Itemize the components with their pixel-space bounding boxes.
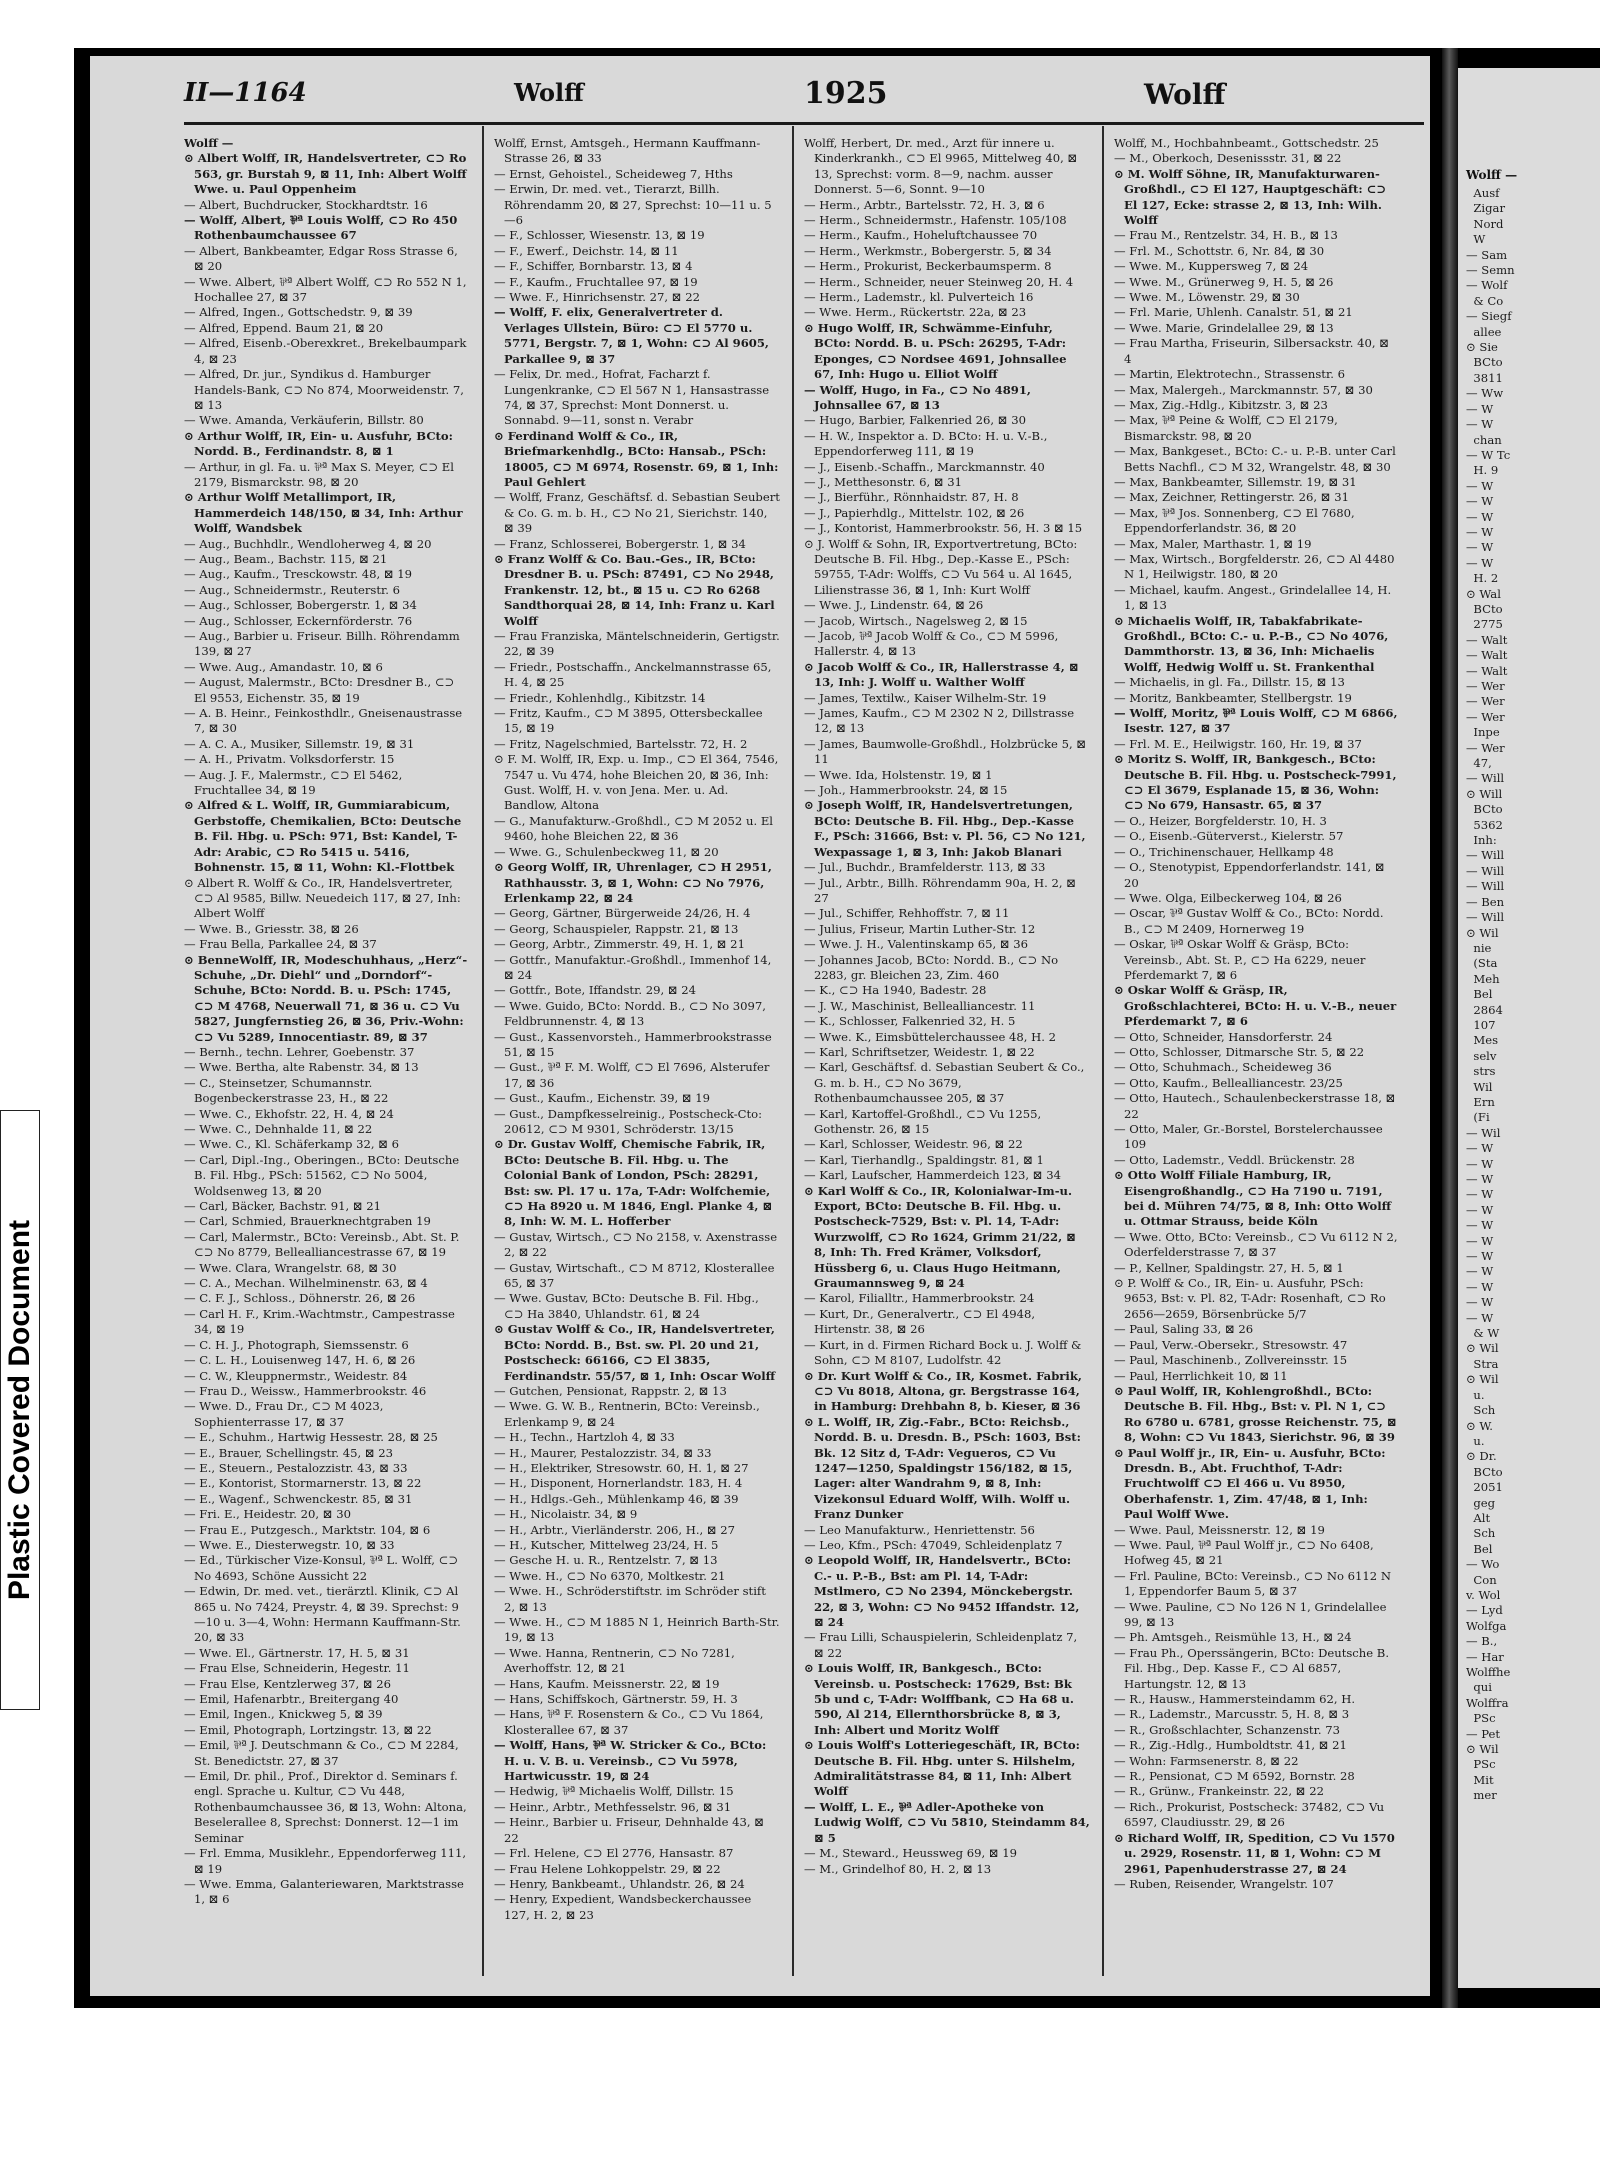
directory-entry: — Frau Lilli, Schauspielerin, Schleidenplatz 7, ⊠ 22 (804, 1630, 1078, 1660)
directory-entry: — Alfred, Ingen., Gottschedstr. 9, ⊠ 39 (184, 305, 413, 320)
directory-entry: ⊙ Dr. Gustav Wolff, Chemische Fabrik, IR, BCto: Deutsche B. Fil. Hbg. u. The Colonial Bank of London, PSch: 28291, Bst: sw. Pl. 17 u. 17a, T-Adr: Wolfchemie, ⊂⊃ Ha 8920 u. M 1846, Engl. Planke 4, ⊠ 8, Inh: W. M. L. Hofferber (494, 1137, 773, 1229)
directory-entry: — O., Stenotypist, Eppendorferlandstr. 141, ⊠ 20 (1114, 860, 1385, 890)
directory-entry: ⊙ Karl Wolff & Co., IR, Kolonialwar-Im-u. Export, BCto: Deutsche B. Fil. Hbg. u. Postscheck-7529, Bst: v. Pl. 14, T-Adr: Wurzwolff, ⊂⊃ Ro 1624, Grimm 21/22, ⊠ 8, Inh: Th. Fred Krämer, Volksdorf, Hüssberg 6, u. Claus Hugo Heitmann, Graumannsweg 9, ⊠ 24 (804, 1183, 1076, 1291)
directory-entry: — Carl, Malermstr., BCto: Vereinsb., Abt. St. P. ⊂⊃ No 8779, Bellealliancestrasse 67, ⊠ 19 (184, 1229, 460, 1260)
directory-entry: — R., Großschlachter, Schanzenstr. 73 (1114, 1722, 1340, 1737)
directory-entry: — Alfred, Dr. jur., Syndikus d. Hamburger Handels-Bank, ⊂⊃ No 874, Moorweidenstr. 7, ⊠ 13 (184, 367, 464, 412)
directory-entry: — Wwe. M., Löwenstr. 29, ⊠ 30 (1114, 290, 1300, 305)
directory-entry: — Wwe. Aug., Amandastr. 10, ⊠ 6 (184, 659, 383, 674)
directory-entry: — M., Steward., Heussweg 69, ⊠ 19 (804, 1846, 1018, 1861)
directory-entry: — E., Schuhm., Hartwig Hessestr. 28, ⊠ 25 (184, 1430, 438, 1445)
adjacent-page-heading: Wolff — (1466, 168, 1518, 182)
directory-entry: — Paul, Verw.-Obersekr., Stresowstr. 47 (1114, 1337, 1348, 1352)
plastic-covered-label (0, 1110, 40, 1710)
directory-entry: — C. L. H., Louisenweg 147, H. 6, ⊠ 26 (184, 1353, 416, 1368)
directory-entry: ⊙ Moritz S. Wolff, IR, Bankgesch., BCto: Deutsche B. Fil. Hbg. u. Postscheck-7991, ⊂⊃ El 3679, Esplanade 15, ⊠ 36, Wohn: ⊂⊃ No 679, Hansastr. 65, ⊠ 37 (1114, 752, 1397, 813)
directory-entry: — Wwe. C., Ekhofstr. 22, H. 4, ⊠ 24 (184, 1106, 394, 1121)
directory-entry: — Kurt, Dr., Generalvertr., ⊂⊃ El 4948, Hirtenstr. 38, ⊠ 26 (804, 1306, 1036, 1337)
directory-entry: — Leo, Kfm., PSch: 47049, Schleidenplatz 7 (804, 1537, 1063, 1552)
directory-entry: — O., Eisenb.-Güterverst., Kielerstr. 57 (1114, 829, 1344, 844)
directory-entry: — Herm., Arbtr., Bartelsstr. 72, H. 3, ⊠ 6 (804, 197, 1045, 212)
directory-entry: ⊙ Louis Wolff's Lotteriegeschäft, IR, BCto: Deutsche B. Fil. Hbg. unter S. Hilshelm, Admiralitätstrasse 84, ⊠ 11, Inh: Albert Wolff (804, 1738, 1080, 1799)
directory-entry: — Max, Zig.-Hdlg., Kibitzstr. 3, ⊠ 23 (1114, 397, 1328, 412)
directory-entry: — Albert, Buchdrucker, Stockhardtstr. 16 (184, 197, 428, 212)
directory-entry: — Max, Zeichner, Rettingerstr. 26, ⊠ 31 (1114, 490, 1349, 505)
directory-entry: — R., Grünw., Frankeinstr. 22, ⊠ 22 (1114, 1784, 1324, 1799)
directory-entry: — Karl, Laufscher, Hammerdeich 123, ⊠ 34 (804, 1168, 1061, 1183)
directory-entry: ⊙ BenneWolff, IR, Modeschuhhaus, „Herz“-Schuhe, „Dr. Diehl“ und „Dorndorf“-Schuhe, BCto: Nordd. B. u. PSch: 1745, ⊂⊃ M 4768, Neuerwall 71, ⊠ 36 u. ⊂⊃ Vu 5827, Jungfernstieg 26, ⊠ 36, Priv.-Wohn: ⊂⊃ Vu 5289, Innocentiastr. 89, ⊠ 37 (184, 952, 468, 1044)
directory-entry: — Ruben, Reisender, Wrangelstr. 107 (1114, 1876, 1334, 1891)
directory-entry: — H., Arbtr., Vierländerstr. 206, H., ⊠ 27 (494, 1522, 736, 1537)
directory-entry: — Wwe. Paul, ⅌ª Paul Wolff jr., ⊂⊃ No 6408, Hofweg 45, ⊠ 21 (1114, 1537, 1374, 1568)
directory-entry: — R., Zig.-Hdlg., Humboldtstr. 41, ⊠ 21 (1114, 1738, 1347, 1753)
directory-entry: — Hans, Kaufm. Meissnerstr. 22, ⊠ 19 (494, 1676, 720, 1691)
directory-entry: Wolff, M., Hochbahnbeamt., Gottschedstr. 25 (1114, 136, 1379, 150)
directory-entry: ⊙ P. Wolff & Co., IR, Ein- u. Ausfuhr, PSch: 9653, Bst: v. Pl. 82, T-Adr: Rosenhaft, ⊂⊃ Ro 2656—2659, Börsenbrücke 5/7 (1114, 1276, 1386, 1321)
adjacent-page-fragment (1458, 68, 1600, 1988)
directory-entry: — Joh., Hammerbrookstr. 24, ⊠ 15 (804, 783, 1008, 798)
directory-entry: — Wolff, Hugo, in Fa., ⊂⊃ No 4891, Johnsallee 67, ⊠ 13 (804, 382, 1031, 412)
column-divider (792, 126, 794, 1976)
directory-entry: — Felix, Dr. med., Hofrat, Facharzt f. Lungenkranke, ⊂⊃ El 567 N 1, Hansastrasse 74, ⊠ 37, Sprechst: Mont Donnerst. u. Sonnabd. 9—11, sonst n. Verabr (494, 367, 770, 428)
directory-entry: — Georg, Gärtner, Bürgerweide 24/26, H. 4 (494, 906, 751, 921)
directory-entry: — Wwe. Emma, Galanteriewaren, Marktstrasse 1, ⊠ 6 (184, 1876, 464, 1907)
directory-entry: — Michael, kaufm. Angest., Grindelallee 14, H. 1, ⊠ 13 (1114, 582, 1392, 613)
directory-entry: — H., Kutscher, Mittelweg 23/24, H. 5 (494, 1537, 719, 1552)
directory-entry: — Friedr., Postschaffn., Anckelmannstrasse 65, H. 4, ⊠ 25 (494, 659, 772, 690)
directory-entry: — Frau Martha, Friseurin, Silbersackstr. 40, ⊠ 4 (1114, 336, 1389, 366)
directory-entry: — Frau Helene Lohkoppelstr. 29, ⊠ 22 (494, 1861, 721, 1876)
directory-column-2 (494, 136, 780, 1976)
directory-entry: — Frau E., Putzgesch., Marktstr. 104, ⊠ 6 (184, 1522, 431, 1537)
directory-entry: — J., Metthesonstr. 6, ⊠ 31 (804, 474, 963, 489)
directory-entry: — Bernh., techn. Lehrer, Goebenstr. 37 (184, 1044, 415, 1059)
scanned-page-spread (74, 48, 1600, 2008)
directory-entry: — Wolff, Franz, Geschäftsf. d. Sebastian Seubert & Co. G. m. b. H., ⊂⊃ No 21, Sierichstr. 140, ⊠ 39 (494, 490, 780, 536)
directory-entry: Wolff — (184, 136, 234, 150)
directory-entry: — Karl, Schlosser, Weidestr. 96, ⊠ 22 (804, 1137, 1023, 1152)
directory-entry: — Aug., Schlosser, Eckernförderstr. 76 (184, 613, 413, 628)
directory-entry: — Wwe. H., ⊂⊃ No 6370, Moltkestr. 21 (494, 1568, 726, 1583)
directory-entry: — Paul, Saling 33, ⊠ 26 (1114, 1322, 1254, 1337)
directory-entry: ⊙ Jacob Wolff & Co., IR, Hallerstrasse 4, ⊠ 13, Inh: J. Wolff u. Walther Wolff (804, 659, 1079, 690)
directory-entry: — Wwe. M., Kuppersweg 7, ⊠ 24 (1114, 259, 1309, 274)
directory-entry: — Herm., Werkmstr., Bobergerstr. 5, ⊠ 34 (804, 243, 1052, 258)
directory-entry: — Frau Else, Kentzlerweg 37, ⊠ 26 (184, 1676, 392, 1691)
directory-entry: — Max, Wirtsch., Borgfelderstr. 26, ⊂⊃ Al 4480 N 1, Heilwigstr. 180, ⊠ 20 (1114, 551, 1395, 582)
directory-entry: — Max, Maler, Marthastr. 1, ⊠ 19 (1114, 536, 1312, 551)
directory-entry: ⊙ Franz Wolff & Co. Bau.-Ges., IR, BCto: Dresdner B. u. PSch: 87491, ⊂⊃ No 2948, Frankenstr. 12, bt., ⊠ 15 u. ⊂⊃ Ro 6268 Sandthorquai 28, ⊠ 14, Inh: Franz u. Karl Wolff (494, 551, 775, 628)
directory-entry: — H., Elektriker, Stresowstr. 60, H. 1, ⊠ 27 (494, 1460, 749, 1475)
directory-entry: Wolff, Ernst, Amtsgeh., Hermann Kauffmann-Strasse 26, ⊠ 33 (494, 136, 761, 166)
directory-entry: — Wwe. J., Lindenstr. 64, ⊠ 26 (804, 598, 984, 613)
directory-entry: — H. W., Inspektor a. D. BCto: H. u. V.-B., Eppendorferweg 111, ⊠ 19 (804, 428, 1048, 459)
directory-entry: ⊙ J. Wolff & Sohn, IR, Exportvertretung, BCto: Deutsche B. Fil. Hbg., Dep.-Kasse E., PSch: 59755, T-Adr: Wolffs, ⊂⊃ Vu 564 u. Al 1645, Lilienstrasse 36, ⊠ 1, Inh: Kurt Wolff (804, 536, 1078, 597)
directory-entry: — Wwe. Hanna, Rentnerin, ⊂⊃ No 7281, Averhoffstr. 12, ⊠ 21 (494, 1645, 735, 1676)
directory-entry: — F., Kaufm., Fruchtallee 97, ⊠ 19 (494, 274, 698, 289)
book-binding (1442, 48, 1458, 2008)
directory-entry: — Jul., Buchdr., Bramfelderstr. 113, ⊠ 33 (804, 860, 1046, 875)
directory-entry: ⊙ Oskar Wolff & Gräsp, IR, Großschlachterei, BCto: H. u. V.-B., neuer Pferdemarkt 7, ⊠ 6 (1114, 983, 1397, 1029)
directory-entry: — Otto, Schlosser, Ditmarsche Str. 5, ⊠ 22 (1114, 1044, 1365, 1059)
directory-entry: — Jul., Arbtr., Billh. Röhrendamm 90a, H. 2, ⊠ 27 (804, 875, 1076, 905)
directory-entry: — Alfred, Eppend. Baum 21, ⊠ 20 (184, 320, 384, 335)
directory-entry: — Otto, Kaufm., Bellealliancestr. 23/25 (1114, 1075, 1343, 1090)
column-divider (482, 126, 484, 1976)
directory-entry: — Oscar, ⅌ª Gustav Wolff & Co., BCto: Nordd. B., ⊂⊃ M 2409, Hornerweg 19 (1114, 906, 1384, 936)
directory-entry: — Wwe. M., Grünerweg 9, H. 5, ⊠ 26 (1114, 274, 1334, 289)
directory-entry: — A. H., Privatm. Volksdorferstr. 15 (184, 752, 395, 767)
directory-entry: — Frl. Marie, Uhlenh. Canalstr. 51, ⊠ 21 (1114, 305, 1353, 320)
directory-entry: — Max, Bankgeset., BCto: C.- u. P.-B. unter Carl Betts Nachfl., ⊂⊃ M 32, Wrangelstr. 48, ⊠ 30 (1114, 444, 1396, 474)
directory-entry: — A. B. Heinr., Feinkosthdlr., Gneisenaustrasse 7, ⊠ 30 (184, 706, 463, 736)
directory-entry: ⊙ Ferdinand Wolff & Co., IR, Briefmarkenhdlg., BCto: Hansab., PSch: 18005, ⊂⊃ M 6974, Rosenstr. 69, ⊠ 1, Inh: Paul Gehlert (494, 428, 779, 489)
directory-entry: — O., Trichinenschauer, Hellkamp 48 (1114, 844, 1334, 859)
directory-entry: — Frl. Pauline, BCto: Vereinsb., ⊂⊃ No 6112 N 1, Eppendorfer Baum 5, ⊠ 37 (1114, 1568, 1391, 1599)
directory-entry: — H., Hdlgs.-Geh., Mühlenkamp 46, ⊠ 39 (494, 1491, 739, 1506)
directory-entry: — Karl, Tierhandlg., Spaldingstr. 81, ⊠ 1 (804, 1152, 1044, 1167)
directory-entry: — Wohn: Farmsenerstr. 8, ⊠ 22 (1114, 1753, 1299, 1768)
directory-entry: — Paul, Maschinenb., Zollvereinsstr. 15 (1114, 1353, 1348, 1368)
directory-entry: — Otto, Hautech., Schaulenbeckerstrasse 18, ⊠ 22 (1114, 1091, 1396, 1121)
header-year: 1925 (804, 76, 888, 111)
directory-entry: — J. W., Maschinist, Bellealliancestr. 11 (804, 998, 1036, 1013)
directory-entry: — E., Steuern., Pestalozzistr. 43, ⊠ 33 (184, 1460, 408, 1475)
directory-entry: — E., Kontorist, Stormarnerstr. 13, ⊠ 22 (184, 1476, 422, 1491)
directory-entry: — C. A., Mechan. Wilhelminenstr. 63, ⊠ 4 (184, 1276, 428, 1291)
directory-entry: — C. H. J., Photograph, Siemssenstr. 6 (184, 1337, 409, 1352)
directory-entry: — James, Baumwolle-Großhdl., Holzbrücke 5, ⊠ 11 (804, 736, 1087, 767)
directory-entry: — Karl, Schriftsetzer, Weidestr. 1, ⊠ 22 (804, 1044, 1035, 1059)
directory-entry: — Julius, Friseur, Martin Luther-Str. 12 (804, 921, 1036, 936)
directory-entry: — Albert, Bankbeamter, Edgar Ross Strasse 6, ⊠ 20 (184, 243, 458, 274)
directory-entry: — J., Papierhdlg., Mittelstr. 102, ⊠ 26 (804, 505, 1025, 520)
directory-entry: — J., Kontorist, Hammerbrookstr. 56, H. 3 ⊠ 15 (804, 521, 1083, 536)
directory-entry: — Wwe. Amanda, Verkäuferin, Billstr. 80 (184, 413, 424, 428)
directory-entry: — Otto, Lademstr., Veddl. Brückenstr. 28 (1114, 1152, 1355, 1167)
header-left-word: Wolff (514, 78, 584, 107)
directory-entry: — Herm., Schneider, neuer Steinweg 20, H. 4 (804, 274, 1074, 289)
directory-entry: — Frau Franziska, Mäntelschneiderin, Gertigstr. 22, ⊠ 39 (494, 629, 780, 659)
directory-entry: — Edwin, Dr. med. vet., tierärztl. Klinik, ⊂⊃ Al 865 u. No 7424, Preystr. 4, ⊠ 39. Sprechst: 9—10 u. 3—4, Wohn: Hermann Kauffmann-Str. 20, ⊠ 33 (184, 1584, 461, 1645)
directory-entry: — James, Textilw., Kaiser Wilhelm-Str. 19 (804, 690, 1047, 705)
directory-entry: — Wwe. El., Gärtnerstr. 17, H. 5, ⊠ 31 (184, 1645, 410, 1660)
column-divider (1102, 126, 1104, 1976)
directory-entry: ⊙ Hugo Wolff, IR, Schwämme-Einfuhr, BCto: Nordd. B. u. PSch: 26295, T-Adr: Eponges, ⊂⊃ Nordsee 4691, Johnsallee 67, Inh: Hugo u. Elliot Wolff (804, 320, 1067, 382)
directory-entry: — Gottfr., Manufaktur.-Großhdl., Immenhof 14, ⊠ 24 (494, 952, 772, 982)
directory-entry: — Carl, Bäcker, Bachstr. 91, ⊠ 21 (184, 1199, 382, 1214)
directory-entry: — Wwe. Otto, BCto: Vereinsb., ⊂⊃ Vu 6112 N 2, Oderfelderstrasse 7, ⊠ 37 (1114, 1229, 1398, 1260)
directory-entry: — Wwe. Bertha, alte Rabenstr. 34, ⊠ 13 (184, 1060, 419, 1075)
directory-entry: ⊙ Albert Wolff, IR, Handelsvertreter, ⊂⊃ Ro 563, gr. Burstah 9, ⊠ 11, Inh: Albert Wolff Wwe. u. Paul Oppenheim (184, 151, 467, 197)
directory-entry: — Wwe. Gustav, BCto: Deutsche B. Fil. Hbg., ⊂⊃ Ha 3840, Uhlandstr. 61, ⊠ 24 (494, 1291, 759, 1321)
directory-entry: — C. W., Kleuppnermstr., Weidestr. 84 (184, 1368, 408, 1383)
directory-entry: — Wwe. C., Kl. Schäferkamp 32, ⊠ 6 (184, 1137, 400, 1152)
directory-entry: ⊙ Leopold Wolff, IR, Handelsvertr., BCto: C.- u. P.-B., Bst: am Pl. 14, T-Adr: Mstlmero, ⊂⊃ No 2394, Mönckebergstr. 22, ⊠ 3, Wohn: ⊂⊃ No 9452 Iffandstr. 12, ⊠ 24 (804, 1553, 1080, 1629)
directory-entry: — Karl, Kartoffel-Großhdl., ⊂⊃ Vu 1255, Gothenstr. 26, ⊠ 15 (804, 1106, 1042, 1136)
directory-entry: — O., Heizer, Borgfelderstr. 10, H. 3 (1114, 813, 1327, 828)
directory-entry: — R., Pensionat, ⊂⊃ M 6592, Bornstr. 28 (1114, 1769, 1355, 1784)
directory-entry: — Aug., Schlosser, Bobergerstr. 1, ⊠ 34 (184, 598, 417, 613)
directory-entry: — Max, ⅌ª Jos. Sonnenberg, ⊂⊃ El 7680, Eppendorferlandstr. 36, ⊠ 20 (1114, 505, 1355, 536)
directory-entry: — Frau Else, Schneiderin, Hegestr. 11 (184, 1661, 410, 1676)
directory-entry: — Henry, Bankbeamt., Uhlandstr. 26, ⊠ 24 (494, 1876, 745, 1891)
directory-entry: — Wwe. G. W. B., Rentnerin, BCto: Vereinsb., Erlenkamp 9, ⊠ 24 (494, 1399, 760, 1429)
plastic-covered-label-text: Plastic Covered Document (3, 1219, 36, 1601)
directory-entry: — Wwe. Clara, Wrangelstr. 68, ⊠ 30 (184, 1260, 397, 1275)
directory-entry: — Otto, Schuhmach., Scheideweg 36 (1114, 1060, 1332, 1075)
directory-entry: — Wwe. Olga, Eilbeckerweg 104, ⊠ 26 (1114, 890, 1342, 905)
directory-entry: — Gust., Kassenvorsteh., Hammerbrookstrasse 51, ⊠ 15 (494, 1029, 772, 1059)
directory-entry: — Jacob, Wirtsch., Nagelsweg 2, ⊠ 15 (804, 613, 1028, 628)
directory-entry: ⊙ M. Wolff Söhne, IR, Manufakturwaren-Großhdl., ⊂⊃ El 127, Hauptgeschäft: ⊂⊃ El 127, Ecke: strasse 2, ⊠ 13, Inh: Wilh. Wolff (1114, 166, 1387, 228)
directory-entry: — James, Kaufm., ⊂⊃ M 2302 N 2, Dillstrasse 12, ⊠ 13 (804, 706, 1075, 736)
directory-entry: — Martin, Elektrotechn., Strassenstr. 6 (1114, 367, 1345, 382)
directory-entry: — Wwe. H., ⊂⊃ M 1885 N 1, Heinrich Barth-Str. 19, ⊠ 13 (494, 1615, 780, 1645)
directory-entry: — E., Brauer, Schellingstr. 45, ⊠ 23 (184, 1445, 394, 1460)
directory-entry: — Hedwig, ⅌ª Michaelis Wolff, Dillstr. 15 (494, 1784, 734, 1799)
directory-entry: — Fri. E., Heidestr. 20, ⊠ 30 (184, 1507, 351, 1522)
directory-entry: — Aug., Kaufm., Tresckowstr. 48, ⊠ 19 (184, 567, 413, 582)
directory-entry: — Emil, ⅌ª J. Deutschmann & Co., ⊂⊃ M 2284, St. Benedictstr. 27, ⊠ 37 (184, 1738, 459, 1768)
directory-entry: — Johannes Jacob, BCto: Nordd. B., ⊂⊃ No 2283, gr. Bleichen 23, Zim. 460 (804, 952, 1059, 982)
directory-entry: — F., Schiffer, Bornbarstr. 13, ⊠ 4 (494, 259, 693, 274)
directory-entry: — Hans, Schiffskoch, Gärtnerstr. 59, H. 3 (494, 1692, 738, 1707)
directory-entry: Wolff, Herbert, Dr. med., Arzt für innere u. Kinderkrankh., ⊂⊃ El 9965, Mittelweg 40, ⊠ 13, Sprechst: vorm. 8—9, nachm. ausser Donnerst. 5—6, Sonnt. 9—10 (804, 136, 1078, 197)
directory-entry: ⊙ Alfred & L. Wolff, IR, Gummiarabicum, Gerbstoffe, Chemikalien, BCto: Deutsche B. Fil. Hbg. u. PSch: 971, Bst: Kandel, T-Adr: Arabic, ⊂⊃ Ro 5415 u. 5416, Bohnenstr. 15, ⊠ 11, Wohn: Kl.-Flottbek (184, 798, 462, 875)
directory-entry: — Karol, Filialltr., Hammerbrookstr. 24 (804, 1291, 1035, 1306)
directory-entry: — Emil, Dr. phil., Prof., Direktor d. Seminars f. engl. Sprache u. Kultur, ⊂⊃ Vu 448, Rothenbaumchaussee 36, ⊠ 13, Wohn: Altona, Beselerallee 8, Sprechst: Donnerst. 12—1 im Seminar (184, 1769, 467, 1845)
directory-entry: — R., Hausw., Hammersteindamm 62, H. (1114, 1692, 1356, 1707)
directory-entry: — Max, Bankbeamter, Sillemstr. 19, ⊠ 31 (1114, 474, 1357, 489)
directory-entry: — Frau D., Weissw., Hammerbrookstr. 46 (184, 1383, 427, 1398)
directory-entry: — Wolff, Hans, ⅌ª W. Stricker & Co., BCto: H. u. V. B. u. Vereinsb., ⊂⊃ Vu 5978, Hartwicusstr. 19, ⊠ 24 (494, 1738, 767, 1784)
directory-entry: — Ernst, Gehoistel., Scheideweg 7, Hths (494, 166, 733, 181)
directory-entry: — Franz, Schlosserei, Bobergerstr. 1, ⊠ 34 (494, 536, 746, 551)
directory-entry: — Ph. Amtsgeh., Reismühle 13, H., ⊠ 24 (1114, 1630, 1352, 1645)
directory-entry: — Wwe. D., Frau Dr., ⊂⊃ M 4023, Sophienterrasse 17, ⊠ 37 (184, 1399, 384, 1429)
directory-entry: — Erwin, Dr. med. vet., Tierarzt, Billh. Röhrendamm 20, ⊠ 27, Sprechst: 10—11 u. 5—6 (494, 182, 772, 228)
directory-entry: — Max, ⅌ª Peine & Wolff, ⊂⊃ El 2179, Bismarckstr. 98, ⊠ 20 (1114, 413, 1338, 443)
directory-entry: ⊙ Richard Wolff, IR, Spedition, ⊂⊃ Vu 1570 u. 2929, Rosenstr. 11, ⊠ 1, Wohn: ⊂⊃ M 2961, Papenhuderstrasse 27, ⊠ 24 (1114, 1830, 1395, 1876)
directory-entry: — Frau Bella, Parkallee 24, ⊠ 37 (184, 937, 377, 952)
directory-entry: — Wwe. Albert, ⅌ª Albert Wolff, ⊂⊃ Ro 552 N 1, Hochallee 27, ⊠ 37 (184, 274, 467, 305)
directory-entry: — J., Eisenb.-Schaffn., Marckmannstr. 40 (804, 459, 1045, 474)
directory-entry: ⊙ Otto Wolff Filiale Hamburg, IR, Eisengroßhandlg., ⊂⊃ Ha 7190 u. 7191, bei d. Mühren 74/75, ⊠ 8, Inh: Otto Wolff u. Ottmar Strauss, beide Köln (1114, 1168, 1392, 1229)
directory-entry: — Frl. M., Schottstr. 6, Nr. 84, ⊠ 30 (1114, 243, 1325, 258)
directory-entry: — H., Maurer, Pestalozzistr. 34, ⊠ 33 (494, 1445, 712, 1460)
directory-entry: — Aug., Buchhdlr., Wendloherweg 4, ⊠ 20 (184, 536, 432, 551)
directory-entry: ⊙ Georg Wolff, IR, Uhrenlager, ⊂⊃ H 2951, Rathhausstr. 3, ⊠ 1, Wohn: ⊂⊃ No 7976, Erlenkamp 22, ⊠ 24 (494, 860, 772, 905)
directory-entry: ⊙ F. M. Wolff, IR, Exp. u. Imp., ⊂⊃ El 364, 7546, 7547 u. Vu 474, hohe Bleichen 20, ⊠ 36, Inh: Gust. Wolff, H. v. von Jena. Mer. u. Ad. Bandlow, Altona (494, 752, 779, 813)
directory-entry: — Heinr., Barbier u. Friseur, Dehnhalde 43, ⊠ 22 (494, 1815, 764, 1845)
directory-entry: — Ed., Türkischer Vize-Konsul, ⅌ª L. Wolff, ⊂⊃ No 4693, Schöne Aussicht 22 (184, 1553, 459, 1583)
directory-entry: — Herm., Kaufm., Hoheluftchaussee 70 (804, 228, 1038, 243)
directory-entry: — Frl. Helene, ⊂⊃ El 2776, Hansastr. 87 (494, 1846, 734, 1861)
directory-entry: — Rich., Prokurist, Postscheck: 37482, ⊂⊃ Vu 6597, Claudiusstr. 29, ⊠ 26 (1114, 1799, 1385, 1830)
directory-entry: — Georg, Schauspieler, Rappstr. 21, ⊠ 13 (494, 921, 739, 936)
directory-entry: — Wolff, Moritz, ⅌ª Louis Wolff, ⊂⊃ M 6866, Isestr. 127, ⊠ 37 (1114, 706, 1398, 736)
directory-entry: ⊙ L. Wolff, IR, Zig.-Fabr., BCto: Reichsb., Nordd. B. u. Dresdn. B., PSch: 1603, Bst: Bk. 12 Sitz d, T-Adr: Vegueros, ⊂⊃ Vu 1247—1250, Spaldingstr 156/182, ⊠ 15, Lager: alter Wandrahm 9, ⊠ 8, Inh: Vizekonsul Eduard Wolff, Wilh. Wolff u. Franz Dunker (804, 1414, 1081, 1522)
directory-entry: — Fritz, Nagelschmied, Bartelsstr. 72, H. 2 (494, 736, 748, 751)
directory-entry: — Kurt, in d. Firmen Richard Bock u. J. Wolff & Sohn, ⊂⊃ M 8107, Ludolfstr. 42 (804, 1337, 1082, 1368)
directory-entry: — H., Disponent, Hornerlandstr. 183, H. 4 (494, 1476, 743, 1491)
directory-entry: — Emil, Ingen., Knickweg 5, ⊠ 39 (184, 1707, 383, 1722)
directory-entry: — Aug., Beam., Bachstr. 115, ⊠ 21 (184, 551, 388, 566)
directory-entry: — K., ⊂⊃ Ha 1940, Badestr. 28 (804, 983, 987, 998)
directory-entry: — Gutchen, Pensionat, Rappstr. 2, ⊠ 13 (494, 1383, 727, 1398)
directory-entry: ⊙ Arthur Wolff Metallimport, IR, Hammerdeich 148/150, ⊠ 34, Inh: Arthur Wolff, Wandsbek (184, 490, 463, 536)
directory-entry: — Jul., Schiffer, Rehhoffstr. 7, ⊠ 11 (804, 906, 1010, 921)
directory-entry: — Henry, Expedient, Wandsbeckerchaussee 127, H. 2, ⊠ 23 (494, 1892, 752, 1922)
directory-entry: — Gust., Dampfkesselreinig., Postscheck-Cto: 20612, ⊂⊃ M 9301, Schröderstr. 13/15 (494, 1106, 763, 1136)
directory-entry: — Wwe. J. H., Valentinskamp 65, ⊠ 36 (804, 937, 1028, 952)
directory-entry: — Wwe. C., Dehnhalde 11, ⊠ 22 (184, 1122, 373, 1136)
directory-entry: — Wwe. K., Eimsbüttelerchaussee 48, H. 2 (804, 1029, 1056, 1044)
directory-entry: — C. F. J., Schloss., Döhnerstr. 26, ⊠ 26 (184, 1291, 416, 1306)
directory-entry: — K., Schlosser, Falkenried 32, H. 5 (804, 1014, 1016, 1029)
directory-entry: — Herm., Prokurist, Beckerbaumsperm. 8 (804, 259, 1052, 274)
directory-entry: — Emil, Hafenarbtr., Breitergang 40 (184, 1692, 399, 1707)
directory-entry: — Frl. M. E., Heilwigstr. 160, Hr. 19, ⊠ 37 (1114, 736, 1362, 751)
directory-entry: — Aug. J. F., Malermstr., ⊂⊃ El 5462, Fruchtallee 34, ⊠ 19 (184, 767, 403, 798)
directory-entry: — C., Steinsetzer, Schumannstr. Bogenbeckerstrasse 23, H., ⊠ 22 (184, 1075, 389, 1106)
directory-entry: — Wwe. Herm., Rückertstr. 22a, ⊠ 23 (804, 305, 1027, 320)
directory-entry: — Wolff, F. elix, Generalvertreter d. Verlages Ullstein, Büro: ⊂⊃ El 5770 u. 5771, Bergstr. 7, ⊠ 1, Wohn: ⊂⊃ Al 9605, Parkallee 9, ⊠ 37 (494, 305, 769, 366)
directory-entry: — Wwe. Pauline, ⊂⊃ No 126 N 1, Grindelallee 99, ⊠ 13 (1114, 1599, 1387, 1629)
directory-entry: ⊙ Paul Wolff, IR, Kohlengroßhdl., BCto: Deutsche B. Fil. Hbg., Bst: v. Pl. N 1, ⊂⊃ Ro 6780 u. 6781, grosse Reichenstr. 75, ⊠ 8, Wohn: ⊂⊃ Vu 1843, Sierichstr. 96, ⊠ 39 (1114, 1383, 1397, 1445)
directory-entry: — Hugo, Barbier, Falkenried 26, ⊠ 30 (804, 413, 1026, 428)
directory-entry: — Gust., Kaufm., Eichenstr. 39, ⊠ 19 (494, 1091, 711, 1106)
directory-entry: — Michaelis, in gl. Fa., Dillstr. 15, ⊠ 13 (1114, 675, 1345, 690)
directory-entry: — Georg, Arbtr., Zimmerstr. 49, H. 1, ⊠ 21 (494, 937, 745, 952)
directory-entry: — Frau M., Rentzelstr. 34, H. B., ⊠ 13 (1114, 228, 1338, 243)
directory-entry: — Aug., Schneidermstr., Reuterstr. 6 (184, 582, 401, 597)
directory-entry: — M., Grindelhof 80, H. 2, ⊠ 13 (804, 1861, 992, 1876)
directory-entry: — A. C. A., Musiker, Sillemstr. 19, ⊠ 31 (184, 736, 415, 751)
page-header (184, 78, 1424, 118)
directory-entry: — Otto, Maler, Gr.-Borstel, Borstelerchaussee 109 (1114, 1122, 1383, 1152)
directory-entry: — Gust., ⅌ª F. M. Wolff, ⊂⊃ El 7696, Alsterufer 17, ⊠ 36 (494, 1060, 770, 1090)
page-number: II—1164 (184, 78, 307, 108)
directory-entry: ⊙ Paul Wolff jr., IR, Ein- u. Ausfuhr, BCto: Dresdn. B., Abt. Fruchthof, T-Adr: Fruchtwolff ⊂⊃ El 466 u. Vu 8950, Oberhafenstr. 1, Zim. 47/48, ⊠ 1, Inh: Paul Wolff Wwe. (1114, 1445, 1386, 1522)
directory-page (90, 56, 1430, 1996)
directory-entry: ⊙ Michaelis Wolff, IR, Tabakfabrikate-Großhdl., BCto: C.- u. P.-B., ⊂⊃ No 4076, Dammthorstr. 13, ⊠ 36, Inh: Michaelis Wolff, Hedwig Wolff u. St. Frankenthal (1114, 613, 1389, 674)
directory-entry: — Wwe. G., Schulenbeckweg 11, ⊠ 20 (494, 844, 719, 859)
directory-entry: — Emil, Photograph, Lortzingstr. 13, ⊠ 22 (184, 1722, 432, 1737)
directory-entry: — R., Lademstr., Marcusstr. 5, H. 8, ⊠ 3 (1114, 1707, 1350, 1722)
directory-entry: — Herm., Lademstr., kl. Pulverteich 16 (804, 290, 1034, 305)
directory-entry: — G., Manufakturw.-Großhdl., ⊂⊃ M 2052 u. El 9460, hohe Bleichen 22, ⊠ 36 (494, 813, 773, 844)
directory-entry: — Wwe. Guido, BCto: Nordd. B., ⊂⊃ No 3097, Feldbrunnenstr. 4, ⊠ 13 (494, 998, 766, 1029)
directory-entry: ⊙ Albert R. Wolff & Co., IR, Handelsvertreter, ⊂⊃ Al 9585, Billw. Neuedeich 117, ⊠ 27, Inh: Albert Wolff (184, 875, 461, 921)
directory-entry: — Wwe. Marie, Grindelallee 29, ⊠ 13 (1114, 320, 1334, 335)
adjacent-page-text: Ausf Zigar Nord W — Sam — Semn — Wolf & Co — Siegf allee ⊙ Sie BCto 3811 — Ww — W — W chan — W Tc H. 9 — W — W — W — W — W — W H. 2 ⊙ Wal BCto 2775 — Walt — Walt — Walt — Wer — Wer — Wer Inpe — Wer 47, — Will ⊙ Will BCto 5362 Inh: — Will — Will — Will — Ben — Will ⊙ Wil nie (Sta Meh Bel 2864 107 Mes selv strs Wil Ern (Fi — Wil — W — W — W — W — W — W — W — W — W — W — W — W & W ⊙ Wil Stra ⊙ Wil u. Sch ⊙ W. u. ⊙ Dr. BCto 2051 geg Alt Sch Bel — Wo Con v. Wol — Lyd Wolfga — B., — Har Wolffhe qui Wolffra PSc — Pet ⊙ Wil PSc Mit mer (1466, 186, 1515, 1803)
directory-entry: — Wwe. F., Hinrichsenstr. 27, ⊠ 22 (494, 290, 700, 305)
directory-entry: — Friedr., Kohlenhdlg., Kibitzstr. 14 (494, 690, 706, 705)
directory-entry: — Frl. Emma, Musiklehr., Eppendorferweg 111, ⊠ 19 (184, 1846, 467, 1876)
directory-entry: — Frau Ph., Operssängerin, BCto: Deutsche B. Fil. Hbg., Dep. Kasse F., ⊂⊃ Al 6857, Hartungstr. 12, ⊠ 13 (1114, 1645, 1390, 1691)
directory-entry: — H., Techn., Hartzloh 4, ⊠ 33 (494, 1430, 675, 1445)
directory-column-4 (1114, 136, 1400, 1976)
directory-entry: — Herm., Schneidermstr., Hafenstr. 105/108 (804, 213, 1067, 228)
header-right-word: Wolff (1144, 78, 1226, 111)
directory-entry: — P., Kellner, Spaldingstr. 27, H. 5, ⊠ 1 (1114, 1260, 1344, 1275)
directory-entry: — Carl, Schmied, Brauerknechtgraben 19 (184, 1214, 431, 1229)
directory-entry: — Leo Manufakturw., Henriettenstr. 56 (804, 1522, 1035, 1537)
directory-entry: ⊙ Louis Wolff, IR, Bankgesch., BCto: Vereinsb. u. Postscheck: 17629, Bst: Bk 5b und c, T-Adr: Wolffbank, ⊂⊃ Ha 68 u. 590, Al 214, Ellernthorsbrücke 8, ⊠ 3, Inh: Albert und Moritz Wolff (804, 1661, 1074, 1737)
directory-entry: — Alfred, Eisenb.-Oberexkret., Brekelbaumpark 4, ⊠ 23 (184, 336, 467, 366)
directory-entry: ⊙ Joseph Wolff, IR, Handelsvertretungen, BCto: Deutsche B. Fil. Hbg., Dep.-Kasse F., PSch: 31666, Bst: v. Pl. 56, ⊂⊃ No 121, Wexpassage 1, ⊠ 3, Inh: Jakob Blanari (804, 798, 1086, 859)
directory-column-1 (184, 136, 470, 1976)
directory-entry: — Gottfr., Bote, Iffandstr. 29, ⊠ 24 (494, 983, 696, 998)
directory-entry: ⊙ Gustav Wolff & Co., IR, Handelsvertreter, BCto: Nordd. B., Bst. sw. Pl. 20 und 21, Postscheck: 66166, ⊂⊃ El 3835, Ferdinandstr. 55/57, ⊠ 1, Inh: Oscar Wolff (494, 1322, 776, 1383)
directory-entry: — August, Malermstr., BCto: Dresdner B., ⊂⊃ El 9553, Eichenstr. 35, ⊠ 19 (184, 675, 455, 705)
directory-column-3 (804, 136, 1090, 1976)
directory-entry: — Wolff, L. E., ⅌ª Adler-Apotheke von Ludwig Wolff, ⊂⊃ Vu 5810, Steindamm 84, ⊠ 5 (804, 1799, 1090, 1845)
directory-entry: — Karl, Geschäftsf. d. Sebastian Seubert & Co., G. m. b. H., ⊂⊃ No 3679, Rothenbaumchaussee 205, ⊠ 37 (804, 1060, 1085, 1106)
directory-entry: — Otto, Schneider, Hansdorferstr. 24 (1114, 1029, 1333, 1044)
directory-entry: — Wwe. H., Schröderstiftstr. im Schröder stift 2, ⊠ 13 (494, 1584, 766, 1614)
directory-entry: — Heinr., Arbtr., Methfesselstr. 96, ⊠ 31 (494, 1799, 732, 1814)
directory-entry: — Carl H. F., Krim.-Wachtmstr., Campestrasse 34, ⊠ 19 (184, 1306, 455, 1337)
directory-entry: — Wolff, Albert, ⅌ª Louis Wolff, ⊂⊃ Ro 450 Rothenbaumchaussee 67 (184, 213, 458, 243)
directory-entry: — Carl, Dipl.-Ing., Oberingen., BCto: Deutsche B. Fil. Hbg., PSch: 51562, ⊂⊃ No 5004, Woldsenweg 13, ⊠ 20 (184, 1152, 460, 1198)
directory-entry: — Paul, Herrlichkeit 10, ⊠ 11 (1114, 1368, 1288, 1383)
directory-entry: — Wwe. Paul, Meissnerstr. 12, ⊠ 19 (1114, 1522, 1325, 1537)
directory-entry: — Max, Malergeh., Marckmannstr. 57, ⊠ 30 (1114, 382, 1373, 397)
directory-entry: — J., Bierführ., Rönnhaidstr. 87, H. 8 (804, 490, 1019, 505)
directory-entry: — E., Wagenf., Schwenckestr. 85, ⊠ 31 (184, 1491, 413, 1506)
directory-entry: — Wwe. B., Griesstr. 38, ⊠ 26 (184, 921, 359, 936)
directory-entry: — M., Oberkoch, Desenissstr. 31, ⊠ 22 (1114, 151, 1342, 166)
directory-entry: — F., Schlosser, Wiesenstr. 13, ⊠ 19 (494, 228, 705, 243)
header-rule (184, 122, 1424, 125)
directory-entry: — Gustav, Wirtsch., ⊂⊃ No 2158, v. Axenstrasse 2, ⊠ 22 (494, 1229, 778, 1260)
directory-entry: — Moritz, Bankbeamter, Stellbergstr. 19 (1114, 690, 1352, 705)
directory-entry: — Wwe. E., Diesterwegstr. 10, ⊠ 33 (184, 1537, 395, 1552)
directory-entry: — F., Ewerf., Deichstr. 14, ⊠ 11 (494, 243, 679, 258)
directory-entry: — Gustav, Wirtschaft., ⊂⊃ M 8712, Klosterallee 65, ⊠ 37 (494, 1260, 775, 1291)
directory-entry: — Hans, ⅌ª F. Rosenstern & Co., ⊂⊃ Vu 1864, Klosterallee 67, ⊠ 37 (494, 1707, 764, 1737)
directory-entry: — Aug., Barbier u. Friseur. Billh. Röhrendamm 139, ⊠ 27 (184, 629, 460, 659)
directory-entry: — H., Nicolaistr. 34, ⊠ 9 (494, 1507, 638, 1522)
directory-entry: ⊙ Dr. Kurt Wolff & Co., IR, Kosmet. Fabrik, ⊂⊃ Vu 8018, Altona, gr. Bergstrasse 164, in Hamburg: Drehbahn 8, b. Kieser, ⊠ 36 (804, 1368, 1082, 1414)
directory-entry: — Wwe. Ida, Holstenstr. 19, ⊠ 1 (804, 767, 993, 782)
directory-entry: — Oskar, ⅌ª Oskar Wolff & Gräsp, BCto: Vereinsb., Abt. St. P., ⊂⊃ Ha 6229, neuer Pferdemarkt 7, ⊠ 6 (1114, 937, 1366, 982)
directory-entry: — Jacob, ⅌ª Jacob Wolff & Co., ⊂⊃ M 5996, Hallerstr. 4, ⊠ 13 (804, 629, 1059, 659)
directory-entry: — Fritz, Kaufm., ⊂⊃ M 3895, Ottersbeckallee 15, ⊠ 19 (494, 706, 763, 736)
directory-entry: — Gesche H. u. R., Rentzelstr. 7, ⊠ 13 (494, 1553, 718, 1568)
directory-entry: — Arthur, in gl. Fa. u. ⅌ª Max S. Meyer, ⊂⊃ El 2179, Bismarckstr. 98, ⊠ 20 (184, 459, 454, 489)
directory-entry: ⊙ Arthur Wolff, IR, Ein- u. Ausfuhr, BCto: Nordd. B., Ferdinandstr. 8, ⊠ 1 (184, 428, 453, 459)
